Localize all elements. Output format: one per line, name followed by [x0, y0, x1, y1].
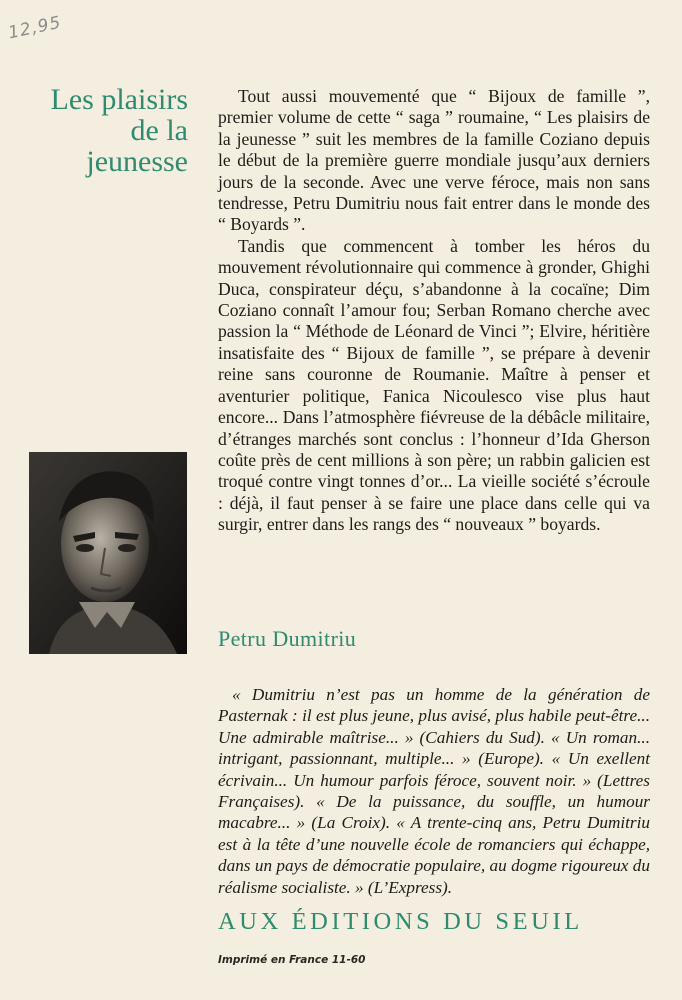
blurb [218, 86, 650, 536]
pencil-price-note: 12,95 [6, 12, 64, 44]
blurb-paragraph-1: Tout aussi mouvementé que “ Bijoux de famille ”, premier volume de cette “ saga ” roumaine, “ Les plaisirs de la jeunesse ” suit les membres de la famille Coziano depuis le début de la première guerre mondiale jusqu’aux derniers jours de la seconde. Avec une verve féroce, mais non sans tendresse, Petru Dumitriu nous fait entrer dans le monde des “ Boyards ”. [218, 86, 650, 235]
press-quotes [218, 684, 650, 898]
book-title: Les plaisirs de la jeunesse [50, 83, 188, 178]
author-name: Petru Dumitriu [218, 626, 357, 651]
author-portrait-image [29, 452, 187, 654]
author-portrait [29, 452, 187, 654]
press-quotes-text: « Dumitriu n’est pas un homme de la génération de Pasternak : il est plus jeune, plus avisé, plus habile peut-être... Une admirable maîtrise... » (Cahiers du Sud). « Un roman... intrigant, passionnant, multiple... » (Europe). « Un exellent écrivain... Un humour parfois féroce, souvent noir. » (Lettres Françaises). « De la puissance, du souffle, un humour macabre... » (La Croix). « A trente-cinq ans, Petru Dumitriu est à la tête d’une nouvelle école de romanciers qui échappe, dans un pays de démocratie populaire, au dogme rigoureux du réalisme socialiste. » (L’Express). [218, 685, 650, 897]
publisher-name: AUX ÉDITIONS DU SEUIL [218, 908, 583, 935]
printer-line: Imprimé en France 11-60 [218, 954, 366, 966]
blurb-paragraph-2: Tandis que commencent à tomber les héros du mouvement révolutionnaire qui commence à gronder, Ghighi Duca, conspirateur déçu, s’abandonne à la cocaïne; Dim Coziano connaît l’amour fou; Serban Romano cherche avec passion la “ Méthode de Léonard de Vinci ”; Elvire, héritière insatisfaite des “ Bijoux de famille ”, se prépare à devenir reine sans couronne de Roumanie. Maître à penser et aventurier politique, Fanica Nicoulesco vise plus haut encore... Dans l’atmosphère fiévreuse de la débâcle militaire, d’étranges marchés sont conclus : l’honneur d’Ida Gherson coûte près de cent millions à son père; un rabbin galicien est troqué contre vingt tonnes d’or... La vieille société s’écroule : déjà, il faut penser à se faire une place dans celle qui va surgir, entrer dans les rangs des “ nouveaux ” boyards. [218, 235, 650, 535]
